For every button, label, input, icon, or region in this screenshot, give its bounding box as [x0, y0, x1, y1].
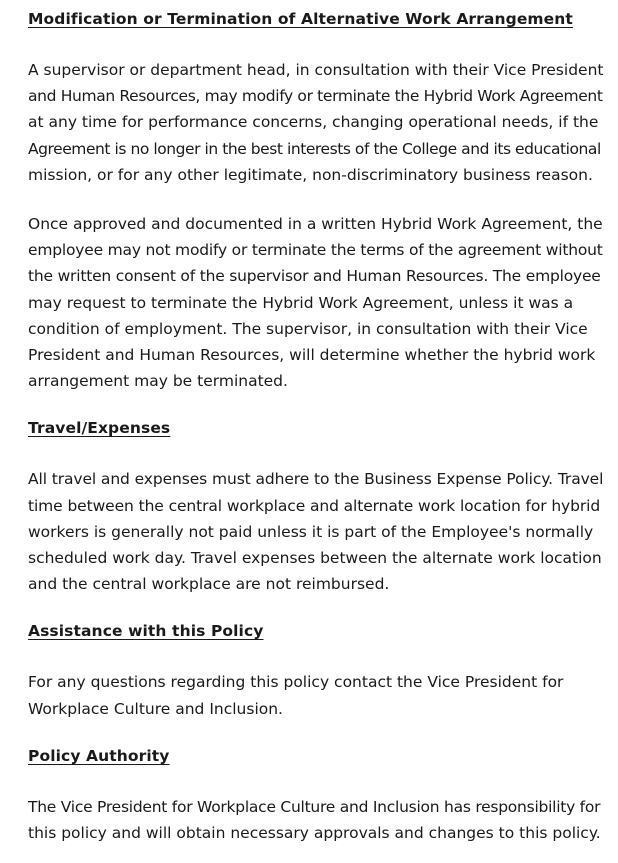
paragraph-line: condition of employment. The supervisor, in consultation with their Vice [28, 319, 588, 338]
section-travel-expenses [28, 417, 603, 620]
paragraph-line: Agreement is no longer in the best interests of the College and its educational [28, 139, 601, 158]
paragraph-line: workers is generally not paid unless it is part of the Employee's normally [28, 522, 594, 541]
paragraph-line: arrangement may be terminated. [28, 372, 288, 391]
paragraph-line: The Vice President for Workplace Culture and Inclusion has responsibility for [28, 797, 601, 816]
policy-document [28, 8, 603, 846]
paragraph-line: and Human Resources, may modify or terminate the Hybrid Work Agreement [28, 87, 603, 106]
paragraph-line: President and Human Resources, will determine whether the hybrid work [28, 346, 596, 365]
paragraph [28, 211, 603, 394]
section-heading: Modification or Termination of Alternative Work Arrangement [28, 10, 573, 28]
paragraph-line: the written consent of the supervisor and Human Resources. The employee [28, 267, 601, 286]
paragraph-line: this policy and will obtain necessary approvals and changes to this policy. [28, 824, 601, 843]
paragraph-line: mission, or for any other legitimate, non-discriminatory business reason. [28, 165, 593, 184]
paragraph-line: and the central workplace are not reimbursed. [28, 575, 390, 594]
section-assistance [28, 620, 603, 744]
paragraph [28, 57, 603, 188]
paragraph [28, 794, 603, 846]
section-heading: Travel/Expenses [28, 419, 171, 438]
paragraph-line: For any questions regarding this policy contact the Vice President for [28, 673, 564, 692]
paragraph-line: may request to terminate the Hybrid Work Agreement, unless it was a [28, 293, 574, 312]
paragraph-line: scheduled work day. Travel expenses between the alternate work location [28, 549, 602, 568]
paragraph-line: A supervisor or department head, in consultation with their Vice President [28, 61, 604, 79]
paragraph-line: Workplace Culture and Inclusion. [28, 699, 283, 718]
paragraph-line: employee may not modify or terminate the terms of the agreement without [28, 241, 603, 260]
paragraph-line: All travel and expenses must adhere to the Business Expense Policy. Travel [28, 470, 604, 489]
section-policy-authority [28, 745, 603, 846]
paragraph [28, 466, 603, 597]
paragraph-line: at any time for performance concerns, changing operational needs, if the [28, 113, 599, 132]
paragraph-line: Once approved and documented in a written Hybrid Work Agreement, the [28, 215, 603, 234]
section-heading: Assistance with this Policy [28, 622, 264, 641]
section-heading: Policy Authority [28, 746, 170, 765]
paragraph-line: time between the central workplace and alternate work location for hybrid [28, 496, 601, 515]
section-modification-termination [28, 8, 603, 417]
paragraph [28, 669, 603, 721]
